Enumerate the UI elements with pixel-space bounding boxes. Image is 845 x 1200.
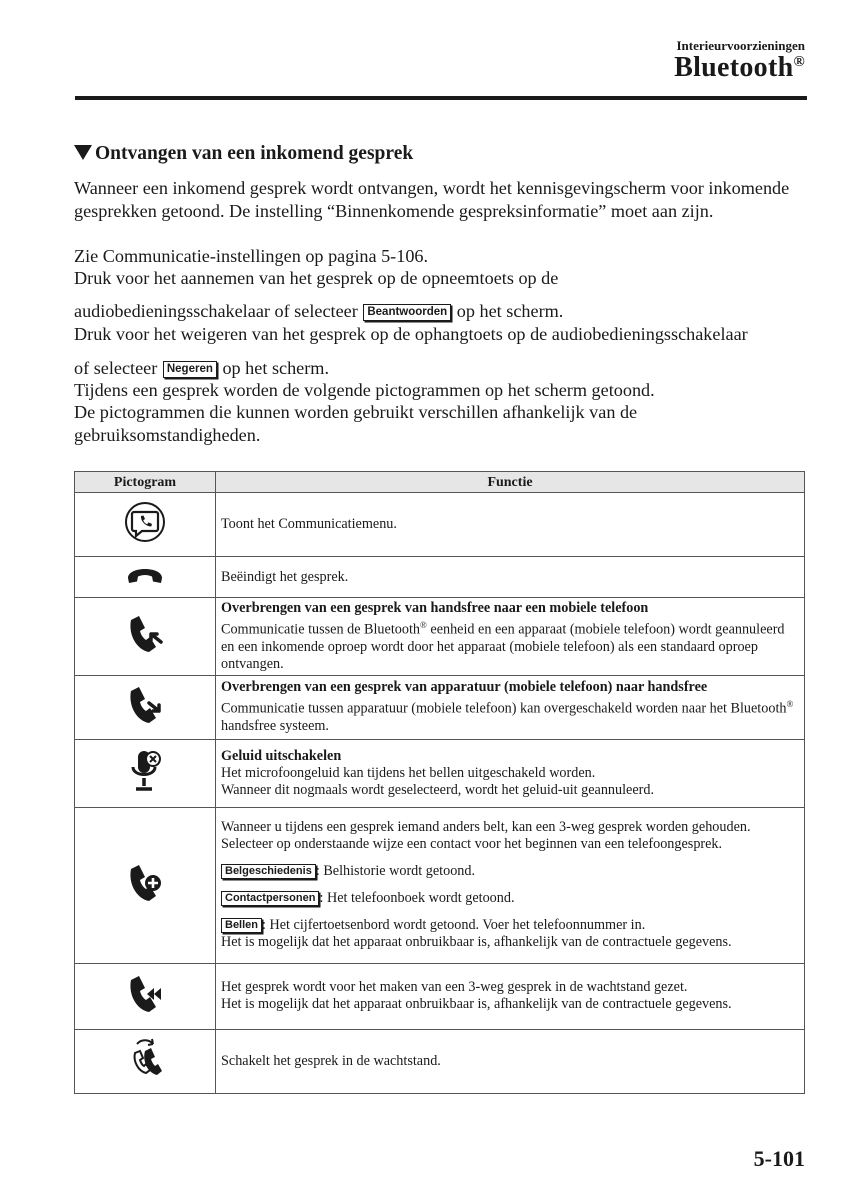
paragraph-conditions: De pictogrammen die kunnen worden gebruikt verschillen afhankelijk van de gebruiksomstandigheden. bbox=[74, 402, 638, 445]
bellen-button[interactable]: Bellen bbox=[221, 918, 262, 933]
transfer-to-phone-icon[interactable] bbox=[75, 598, 216, 676]
row-text: Overbrengen van een gesprek van apparatuur (mobiele telefoon) naar handsfree Communicatie tussen apparatuur (mobiele telefoon) kan overgeschakeld worden naar het Bluetooth® handsfree systeem. bbox=[216, 675, 805, 739]
page-title: Bluetooth® bbox=[674, 52, 805, 83]
paragraph-answer: Druk voor het aannemen van het gesprek op de opneemtoets op de bbox=[74, 268, 559, 288]
col-functie: Functie bbox=[216, 472, 805, 493]
row-text: Beëindigt het gesprek. bbox=[216, 557, 805, 598]
paragraph-decline: Druk voor het weigeren van het gesprek op de ophangtoets op de audiobedieningsschakelaar bbox=[74, 324, 748, 344]
paragraph-decline-cont: of selecteer Negeren op het scherm. bbox=[74, 358, 330, 378]
section-label: Interieurvoorzieningen bbox=[676, 38, 805, 53]
table-row bbox=[75, 493, 805, 557]
contactpersonen-button[interactable]: Contactpersonen bbox=[221, 891, 319, 906]
hang-up-icon[interactable] bbox=[75, 557, 216, 598]
paragraph-intro: Wanneer een inkomend gesprek wordt ontvangen, wordt het kennisgevingscherm voor inkomende gesprekken getoond. De instelling “Binnenkomende gespreksinformatie” moet aan zijn. bbox=[74, 178, 790, 221]
table-row bbox=[75, 675, 805, 739]
paragraph-answer-cont: audiobedieningsschakelaar of selecteer Beantwoorden op het scherm. bbox=[74, 301, 564, 321]
row-text: Overbrengen van een gesprek van handsfree naar een mobiele telefoon Communicatie tussen de Bluetooth® eenheid en een apparaat (mobiele telefoon) wordt geannuleerd en een inkomende oproep wordt door het apparaat (mobiele telefoon) als een standaard oproep ontvangen. bbox=[216, 598, 805, 676]
table-row bbox=[75, 807, 805, 963]
communication-menu-icon[interactable] bbox=[75, 493, 216, 557]
table-row bbox=[75, 1029, 805, 1093]
row-text: Toont het Communicatiemenu. bbox=[216, 493, 805, 557]
page-number: 5-101 bbox=[753, 1146, 805, 1171]
header-rule bbox=[75, 96, 807, 100]
row-text: Schakelt het gesprek in de wachtstand. bbox=[216, 1029, 805, 1093]
table-row bbox=[75, 557, 805, 598]
row-text: Het gesprek wordt voor het maken van een 3-weg gesprek in de wachtstand gezet. Het is mogelijk dat het apparaat onbruikbaar is, afhankelijk van de contractuele gegevens. bbox=[216, 963, 805, 1029]
row-text: Wanneer u tijdens een gesprek iemand anders belt, kan een 3-weg gesprek worden gehouden. Selecteer op onderstaande wijze een contact voor het beginnen van een telefoongesprek. Belgeschiedenis : Belhistorie wordt getoond. Contactpersonen : Het telefoonboek wordt getoond. Bellen : Het cijfertoetsenbord wordt getoond. Voer het telefoonnummer in. Het is mogelijk dat het apparaat onbruikbaar is, afhankelijk van de contractuele gegevens. bbox=[216, 807, 805, 963]
negeren-button[interactable]: Negeren bbox=[163, 361, 217, 378]
hold-call-icon[interactable] bbox=[75, 963, 216, 1029]
table-header-row bbox=[75, 472, 805, 493]
row-text: Geluid uitschakelen Het microfoongeluid kan tijdens het bellen uitgeschakeld worden. Wanneer dit nogmaals wordt geselecteerd, wordt het geluid-uit geannuleerd. bbox=[216, 739, 805, 807]
table-row bbox=[75, 739, 805, 807]
paragraph-reference: Zie Communicatie-instellingen op pagina 5-106. bbox=[74, 246, 429, 266]
col-pictogram: Pictogram bbox=[75, 472, 216, 493]
swap-call-icon[interactable] bbox=[75, 1029, 216, 1093]
triangle-bullet-icon bbox=[74, 145, 92, 160]
mute-microphone-icon[interactable] bbox=[75, 739, 216, 807]
table-row bbox=[75, 598, 805, 676]
paragraph-icons: Tijdens een gesprek worden de volgende pictogrammen op het scherm getoond. bbox=[74, 380, 655, 400]
pictogram-table bbox=[74, 471, 805, 1094]
section-heading: Ontvangen van een inkomend gesprek bbox=[74, 143, 413, 165]
add-call-icon[interactable] bbox=[75, 807, 216, 963]
transfer-to-handsfree-icon[interactable] bbox=[75, 675, 216, 739]
belgeschiedenis-button[interactable]: Belgeschiedenis bbox=[221, 864, 316, 879]
beantwoorden-button[interactable]: Beantwoorden bbox=[363, 304, 451, 321]
table-row bbox=[75, 963, 805, 1029]
